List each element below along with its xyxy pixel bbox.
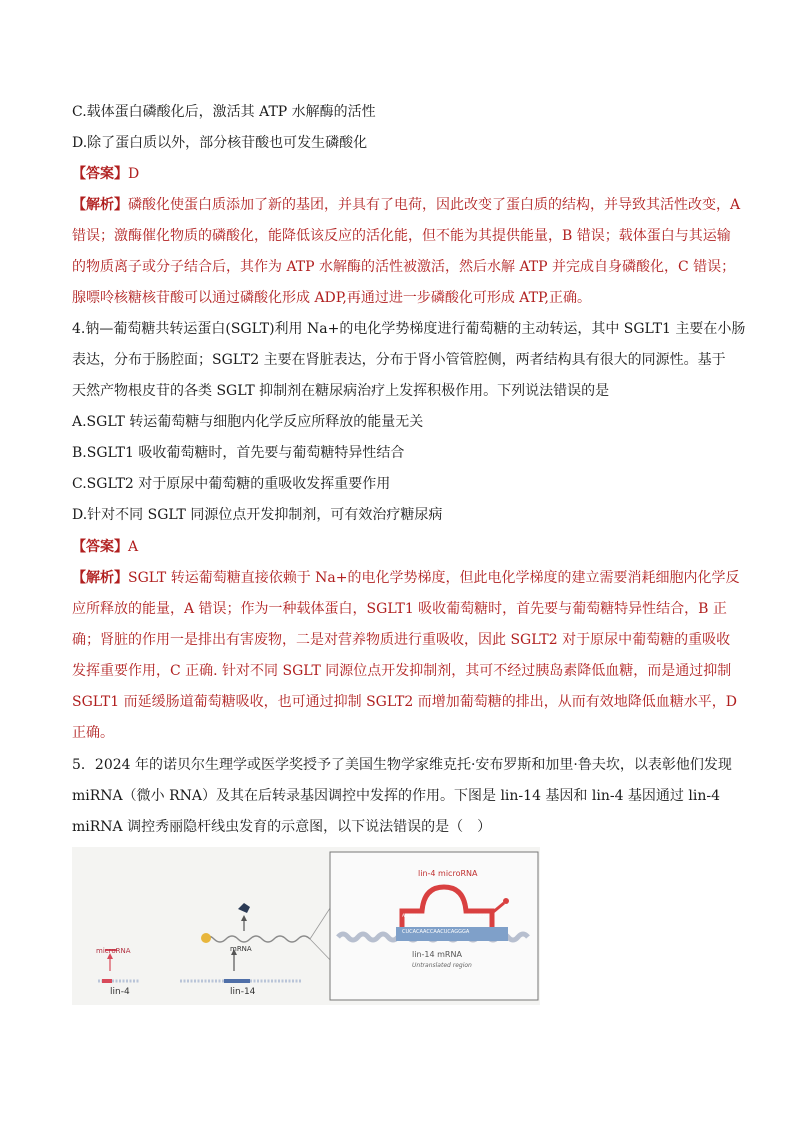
lin14-gene (180, 949, 302, 981)
q3-analysis-line: 的物质离子或分子结合后，其作为 ATP 水解酶的活性被激活，然后水解 ATP 并完成自身磷酸化，C 错误； (72, 259, 736, 275)
q4-stem-line: 天然产物根皮苷的各类 SGLT 抑制剂在糖尿病治疗上发挥积极作用。下列说法错误的是 (72, 383, 610, 399)
seq-left: AGUGU (402, 913, 417, 918)
lin14-gene-label: lin-14 (230, 987, 256, 997)
lin4-gene-label: lin-4 (110, 987, 130, 997)
q4-option-c: C.SGLT2 对于原尿中葡萄糖的重吸收发挥重要作用 (72, 476, 391, 492)
q4-option-b: B.SGLT1 吸收葡萄糖时，首先要与葡萄糖特异性结合 (72, 445, 405, 461)
q4-analysis-line: 确；肾脏的作用一是排出有害废物，二是对营养物质进行重吸收，因此 SGLT2 对于原尿中葡萄糖的重吸收 (72, 632, 731, 648)
q4-stem-line: 表达，分布于肠腔面；SGLT2 主要在肾脏表达，分布于肾小管管腔侧，两者结构具有很大的同源性。基于 (72, 352, 726, 368)
seq-right: GAGUCCC (468, 913, 489, 918)
q3-analysis-line: 错误；激酶催化物质的磷酸化，能降低该反应的活化能，但不能为其提供能量，B 错误；载体蛋白与其运输 (72, 228, 731, 244)
q4-analysis-line: 正确。 (72, 725, 114, 741)
seq-bottom: CUCACAACCAACUCAGGGA (402, 929, 470, 935)
q3-analysis-line: 【解析】磷酸化使蛋白质添加了新的基团，并具有了电荷，因此改变了蛋白质的结构，并导致其活性改变，A (72, 197, 741, 213)
inset-title: lin-4 microRNA (418, 869, 478, 878)
lin4-lin14-diagram (72, 847, 540, 1005)
answer-tag: 【答案】 (72, 166, 128, 182)
q3-analysis-line: 腺嘌呤核糖核苷酸可以通过磷酸化形成 ADP,再通过进一步磷酸化可形成 ATP,正确。 (72, 290, 591, 306)
inset-region-label: Untranslated region (412, 962, 472, 969)
q4-option-a: A.SGLT 转运葡萄糖与细胞内化学反应所释放的能量无关 (72, 414, 424, 430)
inset-mrna-label: lin-14 mRNA (412, 950, 462, 959)
q5-stem-line: 5．2024 年的诺贝尔生理学或医学奖授予了美国生物学家维克托·安布罗斯和加里·鲁夫坎，以表彰他们发现 (72, 757, 732, 773)
q4-analysis-line: 【解析】SGLT 转运葡萄糖直接依赖于 Na+的电化学势梯度，但此电化学梯度的建立需要消耗细胞内化学反 (72, 570, 740, 586)
q3-option-d: D.除了蛋白质以外，部分核苷酸也可发生磷酸化 (72, 135, 368, 151)
q4-analysis-line: 发挥重要作用，C 正确. 针对不同 SGLT 同源位点开发抑制剂，其可不经过胰岛素降低血糖，而是通过抑制 (72, 663, 732, 679)
q4-option-d: D.针对不同 SGLT 同源位点开发抑制剂，可有效治疗糖尿病 (72, 507, 443, 523)
mrna-label: mRNA (230, 945, 252, 953)
mrna-strand (201, 903, 310, 943)
q5-stem-line: miRNA（微小 RNA）及其在后转录基因调控中发挥的作用。下图是 lin-14 基因和 lin-4 基因通过 lin-4 (72, 788, 720, 804)
q4-answer (72, 538, 138, 556)
q3-answer (72, 165, 139, 183)
q5-stem-line: miRNA 调控秀丽隐杆线虫发育的示意图，以下说法错误的是（ ） (72, 819, 492, 835)
q4-analysis-line: SGLT1 而延缓肠道葡萄糖吸收，也可通过抑制 SGLT2 而增加葡萄糖的排出，从而有效地降低血糖水平，D (72, 694, 737, 710)
q4-stem-line: 4.钠—葡萄糖共转运蛋白(SGLT)利用 Na+的电化学势梯度进行葡萄糖的主动转运，其中 SGLT1 主要在小肠 (72, 321, 746, 337)
q3-option-c: C.载体蛋白磷酸化后，激活其 ATP 水解酶的活性 (72, 104, 376, 120)
microrna-label: microRNA (96, 947, 131, 955)
analysis-tag: 【解析】 (72, 570, 128, 586)
q4-analysis-line: 应所释放的能量，A 错误；作为一种载体蛋白，SGLT1 吸收葡萄糖时，首先要与葡萄糖特异性结合，B 正 (72, 601, 727, 617)
answer-tag: 【答案】 (72, 539, 128, 555)
analysis-tag: 【解析】 (72, 197, 128, 213)
answer-value: A (128, 539, 139, 555)
answer-value: D (128, 166, 140, 182)
